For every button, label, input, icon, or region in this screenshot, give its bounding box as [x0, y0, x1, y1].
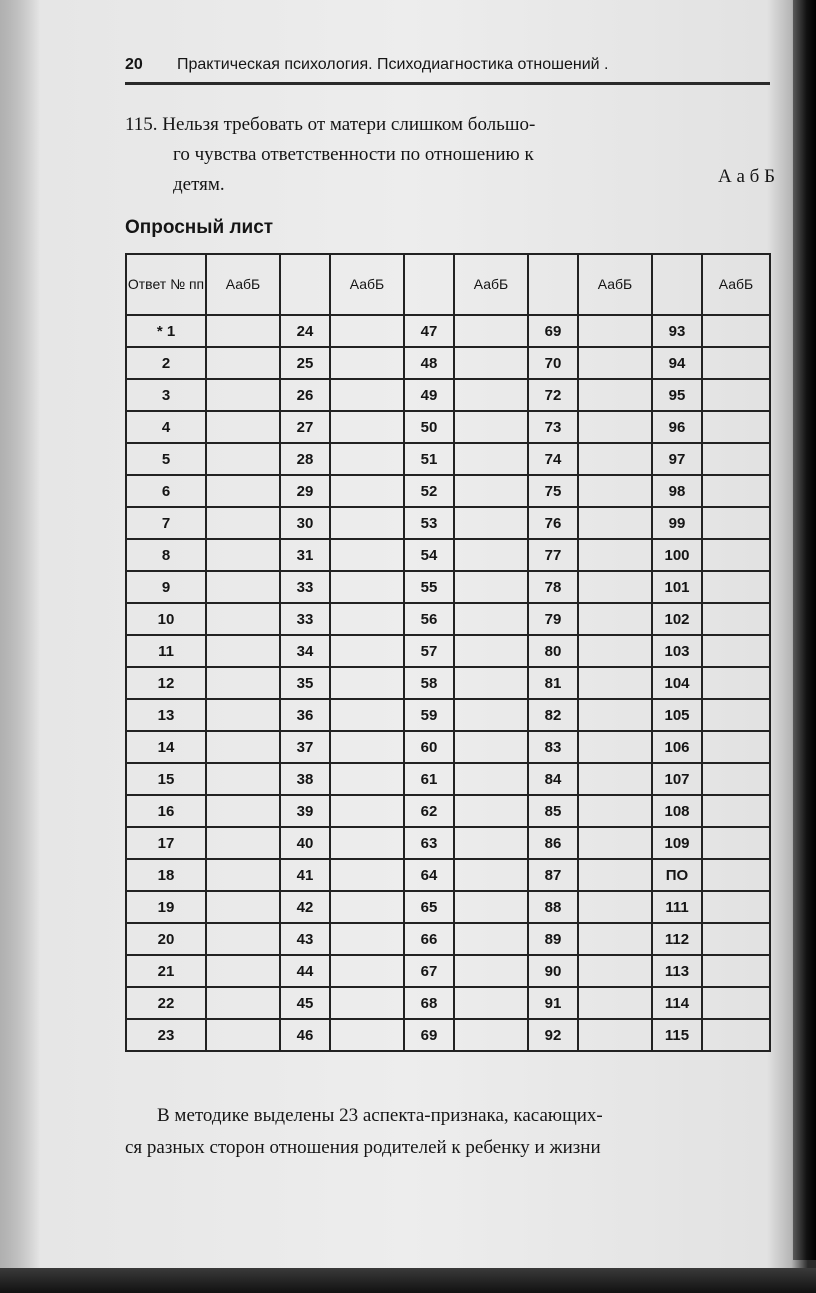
item-number: 66	[404, 923, 454, 955]
answer-cell[interactable]	[330, 539, 404, 571]
item-number: 81	[528, 667, 578, 699]
item-number: 59	[404, 699, 454, 731]
body-line-1: В методике выделены 23 аспекта-признака, касающих-	[157, 1105, 603, 1126]
item-number: 103	[652, 635, 702, 667]
page-left-shadow	[0, 0, 40, 1293]
answer-cell[interactable]	[330, 443, 404, 475]
answer-cell[interactable]	[330, 635, 404, 667]
answer-cell[interactable]	[578, 539, 652, 571]
answer-cell[interactable]	[330, 475, 404, 507]
item-number: 87	[528, 859, 578, 891]
answer-cell[interactable]	[702, 571, 770, 603]
item-number: 42	[280, 891, 330, 923]
answer-cell[interactable]	[206, 987, 280, 1019]
item-number: 50	[404, 411, 454, 443]
answer-cell[interactable]	[330, 923, 404, 955]
item-number: 104	[652, 667, 702, 699]
answer-cell[interactable]	[454, 443, 528, 475]
answer-cell[interactable]	[702, 827, 770, 859]
item-number: 2	[126, 347, 206, 379]
table-row	[126, 571, 770, 603]
item-number: 60	[404, 731, 454, 763]
item-number: ПО	[652, 859, 702, 891]
table-row	[126, 955, 770, 987]
answer-cell[interactable]	[206, 731, 280, 763]
answer-cell[interactable]	[578, 891, 652, 923]
answer-cell[interactable]	[206, 699, 280, 731]
item-number: 53	[404, 507, 454, 539]
item-number: 58	[404, 667, 454, 699]
table-row	[126, 731, 770, 763]
item-number: 31	[280, 539, 330, 571]
header-number: Ответ № пп	[126, 254, 206, 315]
answer-cell[interactable]	[702, 699, 770, 731]
header-number-blank	[528, 254, 578, 315]
answer-cell[interactable]	[578, 923, 652, 955]
item-number: 37	[280, 731, 330, 763]
answer-cell[interactable]	[578, 987, 652, 1019]
answer-cell[interactable]	[206, 1019, 280, 1051]
item-number: 3	[126, 379, 206, 411]
item-number: 92	[528, 1019, 578, 1051]
answer-cell[interactable]	[578, 571, 652, 603]
answer-cell[interactable]	[330, 763, 404, 795]
answer-cell[interactable]	[454, 667, 528, 699]
item-number: 69	[528, 315, 578, 347]
answer-cell[interactable]	[454, 827, 528, 859]
page-bottom-edge	[0, 1268, 816, 1293]
item-number: 88	[528, 891, 578, 923]
answer-cell[interactable]	[454, 539, 528, 571]
answer-cell[interactable]	[454, 859, 528, 891]
item-number: 77	[528, 539, 578, 571]
item-number: 9	[126, 571, 206, 603]
item-number: 21	[126, 955, 206, 987]
table-row	[126, 795, 770, 827]
item-number: 83	[528, 731, 578, 763]
answer-cell[interactable]	[578, 507, 652, 539]
header-answer: АабБ	[330, 254, 404, 315]
page-right-edge	[793, 0, 816, 1260]
item-number: 78	[528, 571, 578, 603]
item-number: 86	[528, 827, 578, 859]
header-answer: АабБ	[578, 254, 652, 315]
answer-cell[interactable]	[206, 539, 280, 571]
answer-cell[interactable]	[454, 1019, 528, 1051]
answer-cell[interactable]	[702, 795, 770, 827]
answer-cell[interactable]	[454, 923, 528, 955]
item-number: 74	[528, 443, 578, 475]
answer-cell[interactable]	[702, 667, 770, 699]
item-number: 30	[280, 507, 330, 539]
item-number: 8	[126, 539, 206, 571]
item-number: 45	[280, 987, 330, 1019]
answer-cell[interactable]	[330, 379, 404, 411]
item-number: 61	[404, 763, 454, 795]
answer-cell[interactable]	[702, 1019, 770, 1051]
answer-cell[interactable]	[454, 507, 528, 539]
header-answer: АабБ	[454, 254, 528, 315]
answer-cell[interactable]	[702, 603, 770, 635]
item-number: 44	[280, 955, 330, 987]
answer-cell[interactable]	[578, 667, 652, 699]
question-line-2: го чувства ответственности по отношению к	[173, 144, 534, 165]
answer-cell[interactable]	[454, 603, 528, 635]
answer-cell[interactable]	[578, 379, 652, 411]
item-number: 5	[126, 443, 206, 475]
question-line-1: 115. Нельзя требовать от матери слишком большо-	[125, 114, 536, 135]
answer-cell[interactable]	[578, 731, 652, 763]
item-number: 70	[528, 347, 578, 379]
answer-cell[interactable]	[578, 699, 652, 731]
item-number: 115	[652, 1019, 702, 1051]
answer-cell[interactable]	[578, 411, 652, 443]
answer-cell[interactable]	[702, 507, 770, 539]
table-row	[126, 603, 770, 635]
answer-cell[interactable]	[330, 731, 404, 763]
item-number: 48	[404, 347, 454, 379]
table-row	[126, 667, 770, 699]
item-number: * 1	[126, 315, 206, 347]
table-row	[126, 827, 770, 859]
item-number: 97	[652, 443, 702, 475]
item-number: 19	[126, 891, 206, 923]
answer-cell[interactable]	[454, 731, 528, 763]
answer-cell[interactable]	[330, 699, 404, 731]
item-number: 96	[652, 411, 702, 443]
header-number-blank	[404, 254, 454, 315]
answer-cell[interactable]	[330, 507, 404, 539]
answer-cell[interactable]	[702, 923, 770, 955]
table-row	[126, 859, 770, 891]
answer-cell[interactable]	[578, 827, 652, 859]
answer-cell[interactable]	[454, 315, 528, 347]
header-number-blank	[652, 254, 702, 315]
answer-cell[interactable]	[206, 923, 280, 955]
item-number: 10	[126, 603, 206, 635]
questionnaire-sheet	[125, 253, 771, 1052]
item-number: 108	[652, 795, 702, 827]
answer-cell[interactable]	[206, 891, 280, 923]
answer-cell[interactable]	[578, 795, 652, 827]
answer-cell[interactable]	[206, 571, 280, 603]
answer-cell[interactable]	[206, 475, 280, 507]
item-number: 38	[280, 763, 330, 795]
item-number: 114	[652, 987, 702, 1019]
answer-cell[interactable]	[578, 603, 652, 635]
item-number: 63	[404, 827, 454, 859]
item-number: 28	[280, 443, 330, 475]
item-number: 93	[652, 315, 702, 347]
item-number: 95	[652, 379, 702, 411]
answer-cell[interactable]	[330, 827, 404, 859]
item-number: 33	[280, 603, 330, 635]
item-number: 33	[280, 571, 330, 603]
answer-cell[interactable]	[330, 955, 404, 987]
table-row	[126, 475, 770, 507]
answer-cell[interactable]	[330, 891, 404, 923]
table-row	[126, 411, 770, 443]
item-number: 67	[404, 955, 454, 987]
item-number: 54	[404, 539, 454, 571]
item-number: 90	[528, 955, 578, 987]
answer-cell[interactable]	[578, 347, 652, 379]
page-header	[125, 56, 770, 78]
item-number: 46	[280, 1019, 330, 1051]
item-number: 35	[280, 667, 330, 699]
table-row	[126, 891, 770, 923]
answer-cell[interactable]	[702, 539, 770, 571]
answer-cell[interactable]	[702, 955, 770, 987]
item-number: 76	[528, 507, 578, 539]
item-number: 109	[652, 827, 702, 859]
answer-cell[interactable]	[702, 859, 770, 891]
item-number: 39	[280, 795, 330, 827]
item-number: 49	[404, 379, 454, 411]
item-number: 64	[404, 859, 454, 891]
item-number: 25	[280, 347, 330, 379]
answer-cell[interactable]	[702, 475, 770, 507]
answer-cell[interactable]	[206, 955, 280, 987]
item-number: 105	[652, 699, 702, 731]
item-number: 36	[280, 699, 330, 731]
answer-cell[interactable]	[206, 507, 280, 539]
answer-cell[interactable]	[206, 411, 280, 443]
table-row	[126, 923, 770, 955]
header-answer: АабБ	[702, 254, 770, 315]
answer-cell[interactable]	[330, 1019, 404, 1051]
answer-cell[interactable]	[330, 795, 404, 827]
item-number: 82	[528, 699, 578, 731]
answer-cell[interactable]	[578, 859, 652, 891]
item-number: 75	[528, 475, 578, 507]
answer-cell[interactable]	[702, 443, 770, 475]
item-number: 51	[404, 443, 454, 475]
answer-cell[interactable]	[206, 315, 280, 347]
item-number: 27	[280, 411, 330, 443]
item-number: 65	[404, 891, 454, 923]
answer-cell[interactable]	[206, 667, 280, 699]
answer-cell[interactable]	[578, 475, 652, 507]
item-number: 98	[652, 475, 702, 507]
table-row	[126, 315, 770, 347]
item-number: 111	[652, 891, 702, 923]
answer-cell[interactable]	[578, 635, 652, 667]
running-title: Практическая психология. Психодиагностика отношений .	[177, 56, 609, 73]
item-number: 4	[126, 411, 206, 443]
item-number: 18	[126, 859, 206, 891]
sheet-body	[126, 315, 770, 1051]
answer-cell[interactable]	[578, 443, 652, 475]
item-number: 29	[280, 475, 330, 507]
answer-scale: А а б Б	[718, 166, 775, 187]
answer-cell[interactable]	[454, 891, 528, 923]
item-number: 102	[652, 603, 702, 635]
answer-cell[interactable]	[454, 699, 528, 731]
item-number: 26	[280, 379, 330, 411]
item-number: 56	[404, 603, 454, 635]
item-number: 106	[652, 731, 702, 763]
answer-cell[interactable]	[330, 859, 404, 891]
section-title: Опросный лист	[125, 217, 274, 238]
table-row	[126, 763, 770, 795]
item-number: 62	[404, 795, 454, 827]
answer-cell[interactable]	[330, 987, 404, 1019]
answer-cell[interactable]	[206, 603, 280, 635]
answer-cell[interactable]	[454, 955, 528, 987]
answer-cell[interactable]	[330, 571, 404, 603]
answer-cell[interactable]	[454, 635, 528, 667]
item-number: 79	[528, 603, 578, 635]
table-row	[126, 507, 770, 539]
answer-cell[interactable]	[206, 763, 280, 795]
item-number: 15	[126, 763, 206, 795]
answer-cell[interactable]	[330, 603, 404, 635]
answer-cell[interactable]	[702, 891, 770, 923]
item-number: 94	[652, 347, 702, 379]
answer-cell[interactable]	[206, 859, 280, 891]
body-line-2: ся разных сторон отношения родителей к ребенку и жизни	[125, 1137, 601, 1158]
answer-cell[interactable]	[206, 827, 280, 859]
item-number: 84	[528, 763, 578, 795]
answer-cell[interactable]	[702, 411, 770, 443]
item-number: 22	[126, 987, 206, 1019]
answer-cell[interactable]	[330, 347, 404, 379]
item-number: 91	[528, 987, 578, 1019]
answer-cell[interactable]	[702, 635, 770, 667]
item-number: 100	[652, 539, 702, 571]
answer-cell[interactable]	[330, 411, 404, 443]
item-number: 112	[652, 923, 702, 955]
item-number: 73	[528, 411, 578, 443]
item-number: 11	[126, 635, 206, 667]
table-row	[126, 539, 770, 571]
item-number: 43	[280, 923, 330, 955]
item-number: 85	[528, 795, 578, 827]
answer-cell[interactable]	[330, 667, 404, 699]
answer-cell[interactable]	[702, 315, 770, 347]
item-number: 40	[280, 827, 330, 859]
question-line-3: детям.	[173, 174, 225, 195]
answer-cell[interactable]	[454, 987, 528, 1019]
item-number: 68	[404, 987, 454, 1019]
item-number: 23	[126, 1019, 206, 1051]
answer-cell[interactable]	[578, 1019, 652, 1051]
item-number: 41	[280, 859, 330, 891]
item-number: 89	[528, 923, 578, 955]
item-number: 47	[404, 315, 454, 347]
item-number: 101	[652, 571, 702, 603]
table-row	[126, 443, 770, 475]
item-number: 113	[652, 955, 702, 987]
item-number: 16	[126, 795, 206, 827]
item-number: 80	[528, 635, 578, 667]
answer-cell[interactable]	[454, 411, 528, 443]
item-number: 14	[126, 731, 206, 763]
table-row	[126, 347, 770, 379]
page-number: 20	[125, 56, 143, 73]
answer-cell[interactable]	[454, 379, 528, 411]
answer-cell[interactable]	[702, 379, 770, 411]
answer-cell[interactable]	[578, 955, 652, 987]
header-number-blank	[280, 254, 330, 315]
header-rule	[125, 82, 770, 85]
item-number: 7	[126, 507, 206, 539]
item-number: 6	[126, 475, 206, 507]
item-number: 72	[528, 379, 578, 411]
answer-cell[interactable]	[454, 347, 528, 379]
table-row	[126, 379, 770, 411]
sheet-header-row	[126, 254, 770, 315]
answer-cell[interactable]	[454, 571, 528, 603]
item-number: 52	[404, 475, 454, 507]
header-answer: АабБ	[206, 254, 280, 315]
item-number: 34	[280, 635, 330, 667]
answer-cell[interactable]	[206, 795, 280, 827]
item-number: 24	[280, 315, 330, 347]
answer-cell[interactable]	[330, 315, 404, 347]
item-number: 12	[126, 667, 206, 699]
answer-cell[interactable]	[702, 347, 770, 379]
item-number: 13	[126, 699, 206, 731]
answer-cell[interactable]	[206, 635, 280, 667]
answer-cell[interactable]	[206, 347, 280, 379]
answer-cell[interactable]	[454, 475, 528, 507]
item-number: 99	[652, 507, 702, 539]
item-number: 57	[404, 635, 454, 667]
answer-cell[interactable]	[578, 315, 652, 347]
table-row	[126, 699, 770, 731]
answer-cell[interactable]	[206, 443, 280, 475]
item-number: 17	[126, 827, 206, 859]
item-number: 69	[404, 1019, 454, 1051]
answer-cell[interactable]	[454, 795, 528, 827]
answer-cell[interactable]	[206, 379, 280, 411]
answer-cell[interactable]	[702, 731, 770, 763]
item-number: 107	[652, 763, 702, 795]
item-number: 55	[404, 571, 454, 603]
answer-cell[interactable]	[702, 763, 770, 795]
table-row	[126, 1019, 770, 1051]
answer-cell[interactable]	[578, 763, 652, 795]
table-row	[126, 987, 770, 1019]
answer-cell[interactable]	[702, 987, 770, 1019]
item-number: 20	[126, 923, 206, 955]
answer-cell[interactable]	[454, 763, 528, 795]
table-row	[126, 635, 770, 667]
